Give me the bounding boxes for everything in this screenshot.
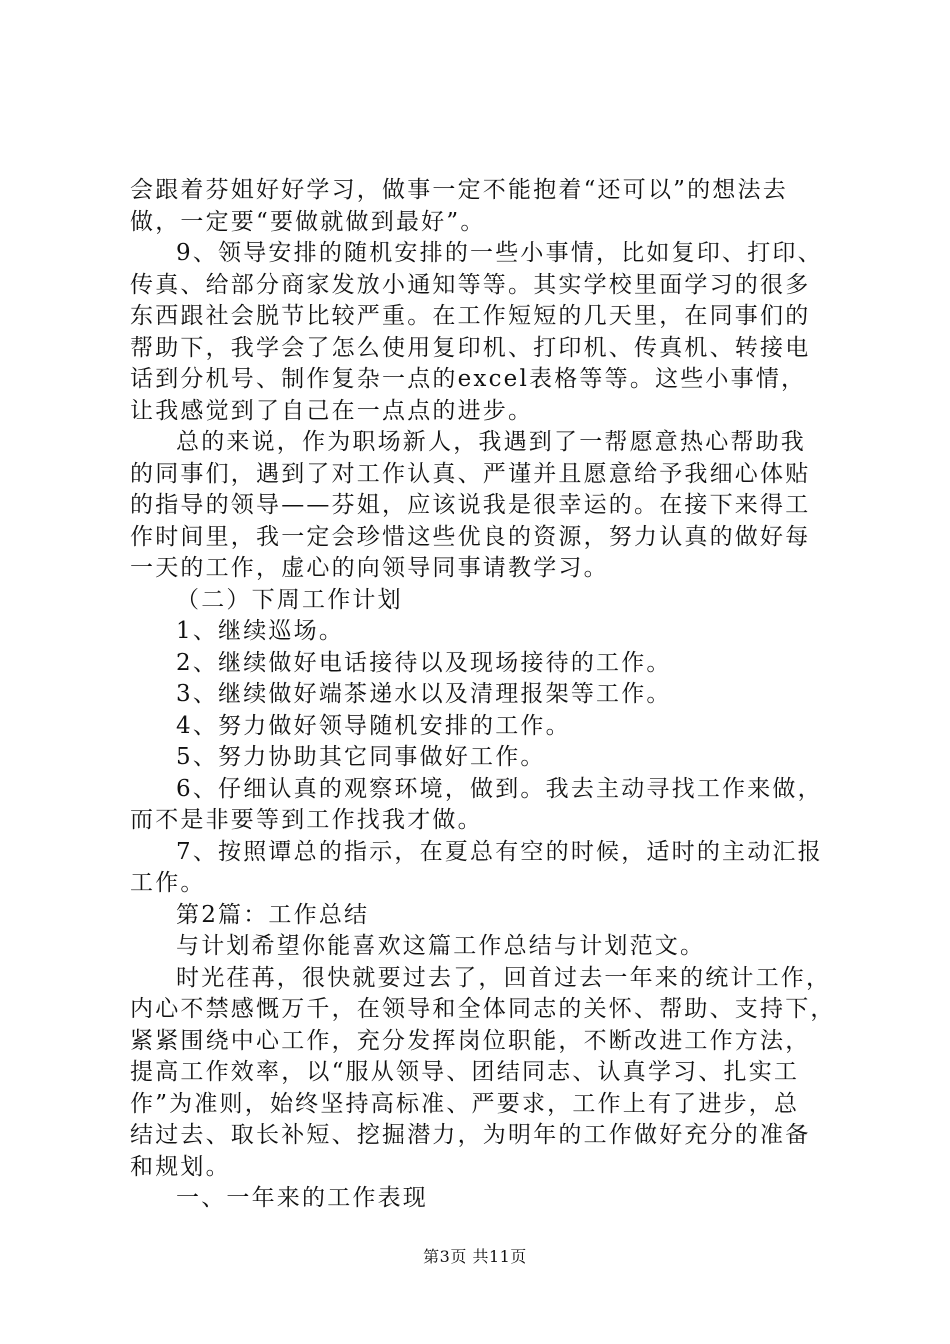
list-item: 3、继续做好端茶递水以及清理报架等工作。 (176, 681, 672, 707)
text-line: 内心不禁感慨万千，在领导和全体同志的关怀、帮助、支持下， (130, 996, 836, 1022)
text-line: 帮助下，我学会了怎么使用复印机、打印机、传真机、转接电 (130, 334, 811, 361)
list-item: 1、继续巡场。 (176, 618, 345, 644)
text-line: 紧紧围绕中心工作，充分发挥岗位职能，不断改进工作方法， (130, 1027, 811, 1054)
text-line: 提高工作效率，以“服从领导、团结同志、认真学习、扎实工 (130, 1059, 800, 1085)
page-number-footer: 第3页 共11页 (423, 1247, 527, 1266)
text-line: 会跟着芬姐好好学习，做事一定不能抱着“还可以”的想法去 (130, 177, 788, 203)
text-line: 结过去、取长补短、挖掘潜力，为明年的工作做好充分的准备 (130, 1122, 811, 1148)
text-line: 作”为准则，始终坚持高标准、严要求，工作上有了进步，总 (130, 1090, 800, 1117)
section-heading: 一、一年来的工作表现 (176, 1185, 428, 1211)
text-line: 话到分机号、制作复杂一点的excel表格等等。这些小事情， (130, 366, 807, 392)
text-line: 时光荏苒，很快就要过去了，回首过去一年来的统计工作， (176, 964, 832, 991)
text-line: 和规划。 (130, 1153, 231, 1180)
list-item: 4、努力做好领导随机安排的工作。 (176, 712, 571, 739)
text-line: 传真、给部分商家发放小通知等等。其实学校里面学习的很多 (130, 271, 811, 298)
list-item: 2、继续做好电话接待以及现场接待的工作。 (176, 649, 672, 676)
text-line: 做，一定要“要做就做到最好”。 (130, 208, 486, 235)
list-item: 7、按照谭总的指示，在夏总有空的时候，适时的主动汇报 (176, 838, 823, 865)
text-line: 与计划希望你能喜欢这篇工作总结与计划范文。 (176, 933, 706, 959)
text-line: 作时间里，我一定会珍惜这些优良的资源，努力认真的做好每 (130, 523, 811, 550)
list-item: 5、努力协助其它同事做好工作。 (176, 744, 546, 770)
text-line: 总的来说，作为职场新人，我遇到了一帮愿意热心帮助我 (176, 429, 806, 455)
text-line: 9、领导安排的随机安排的一些小事情，比如复印、打印、 (176, 240, 823, 266)
text-line: 工作。 (130, 870, 206, 896)
document-body (130, 175, 836, 1215)
text-line: 而不是非要等到工作找我才做。 (130, 807, 483, 833)
section-heading: （二）下周工作计划 (176, 586, 403, 613)
text-line: 的指导的领导——芬姐，应该说我是很幸运的。在接下来得工 (130, 492, 811, 518)
list-item: 6、仔细认真的观察环境，做到。我去主动寻找工作来做， (176, 775, 823, 802)
section-heading: 第2篇：工作总结 (176, 901, 370, 928)
text-line: 东西跟社会脱节比较严重。在工作短短的几天里，在同事们的 (130, 303, 811, 329)
text-line: 的同事们，遇到了对工作认真、严谨并且愿意给予我细心体贴 (130, 460, 811, 487)
text-line: 让我感觉到了自己在一点点的进步。 (130, 397, 534, 424)
text-line: 一天的工作，虚心的向领导同事请教学习。 (130, 555, 609, 581)
